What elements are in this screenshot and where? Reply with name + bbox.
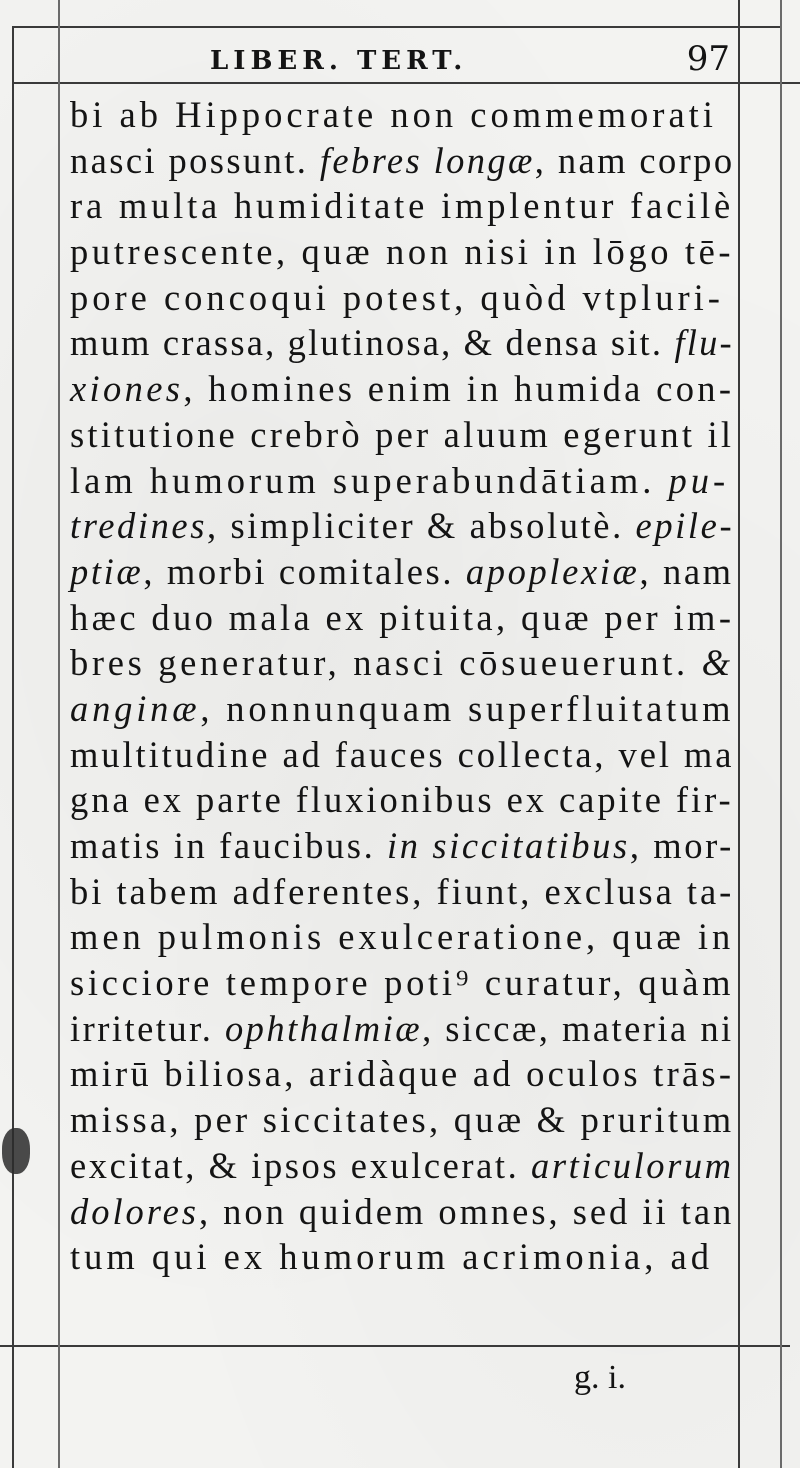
page-number: 97 xyxy=(686,39,730,79)
right-margin-rule xyxy=(738,0,740,1468)
text-segment: missa, per siccitates, quæ & pruritum xyxy=(70,1099,735,1141)
text-segment: , homines enim in humida con- xyxy=(183,368,735,410)
text-segment: pore concoqui potest, quòd vtpluri- xyxy=(70,276,724,318)
italic-term: anginæ xyxy=(70,687,201,729)
text-line xyxy=(70,595,734,641)
text-segment: nasci possunt. xyxy=(70,139,320,181)
text-line xyxy=(70,777,734,823)
text-line xyxy=(70,138,734,184)
italic-term: xiones xyxy=(70,368,184,410)
text-segment: ra multa humiditate implentur facilè xyxy=(70,185,735,227)
text-segment: , nam corpo xyxy=(534,139,735,181)
text-segment: mirū biliosa, aridàque ad oculos trās- xyxy=(70,1053,735,1095)
italic-term: apoplexiæ xyxy=(465,550,640,592)
italic-term: ptiæ xyxy=(70,550,144,592)
text-segment: multitudine ad fauces collecta, vel ma xyxy=(70,733,735,775)
italic-term: flu- xyxy=(674,322,734,364)
text-segment: irritetur. xyxy=(70,1007,225,1049)
text-segment: , simpliciter & absolutè. xyxy=(207,505,636,547)
text-line xyxy=(70,229,734,275)
text-line xyxy=(70,640,734,686)
italic-term: pu- xyxy=(668,459,730,501)
italic-term: in siccitatibus xyxy=(387,825,630,866)
text-segment: , nonnunquam superfluitatum xyxy=(200,687,735,729)
italic-term: febres longæ xyxy=(319,139,535,181)
text-line xyxy=(70,92,734,138)
text-line xyxy=(70,869,734,915)
text-line xyxy=(70,320,734,366)
text-line xyxy=(70,823,734,869)
text-line xyxy=(70,549,734,595)
signature-mark: g. i. xyxy=(574,1359,626,1396)
text-segment: tum qui ex humorum acrimonia, ad xyxy=(70,1236,713,1278)
text-segment: putrescente, quæ non nisi in lōgo tē- xyxy=(70,231,735,273)
text-segment: , nam xyxy=(639,550,734,592)
text-segment: men pulmonis exulceratione, quæ in xyxy=(70,916,735,958)
running-title: LIBER. TERT. xyxy=(210,46,468,76)
text-line xyxy=(70,686,734,732)
text-line xyxy=(70,503,734,549)
text-segment: mum crassa, glutinosa, & densa sit. xyxy=(70,322,675,364)
text-segment: lam humorum superabundātiam. xyxy=(70,459,669,501)
italic-term: ophthalmiæ xyxy=(224,1007,423,1049)
bottom-border-rule xyxy=(0,1345,790,1347)
text-segment: hæc duo mala ex pituita, quæ per im- xyxy=(70,596,735,638)
text-segment: bres generatur, nasci cōsueuerunt. xyxy=(70,642,702,684)
left-margin-rule xyxy=(12,26,14,1468)
text-line xyxy=(70,183,734,229)
text-segment: stitutione crebrò per aluum egerunt il xyxy=(70,413,735,455)
text-line xyxy=(70,914,734,960)
text-line xyxy=(70,732,734,778)
text-line xyxy=(70,1189,734,1235)
header-rule xyxy=(12,82,800,84)
text-segment: sicciore tempore poti⁹ curatur, quàm xyxy=(70,962,735,1004)
text-segment: gna ex parte fluxionibus ex capite fir- xyxy=(70,779,734,821)
text-segment: , morbi comitales. xyxy=(143,550,466,592)
text-line xyxy=(70,275,734,321)
italic-term: dolores xyxy=(70,1190,199,1232)
text-segment: matis in faucibus. xyxy=(70,825,388,866)
text-line xyxy=(70,1234,734,1280)
text-line xyxy=(70,458,734,504)
text-line xyxy=(70,1143,734,1189)
text-segment: , siccæ, materia ni xyxy=(422,1007,734,1049)
text-segment: , mor- xyxy=(629,825,734,866)
text-segment: bi ab Hippocrate non commemorati xyxy=(70,94,717,135)
right-outer-rule xyxy=(780,0,782,1468)
text-segment: bi tabem adferentes, fiunt, exclusa ta- xyxy=(70,870,735,912)
text-line xyxy=(70,366,734,412)
italic-term: epile- xyxy=(635,505,735,547)
text-line xyxy=(70,1006,734,1052)
text-line xyxy=(70,1097,734,1143)
top-border-rule xyxy=(12,26,782,28)
italic-term: articulorum xyxy=(531,1144,734,1186)
text-line xyxy=(70,1051,734,1097)
text-line xyxy=(70,960,734,1006)
italic-term: & xyxy=(701,642,734,684)
running-header xyxy=(210,40,738,82)
body-text xyxy=(70,92,734,1280)
italic-term: tredines xyxy=(70,505,208,547)
ink-blot xyxy=(2,1128,30,1174)
text-segment: , non quidem omnes, sed ii tan xyxy=(198,1190,735,1232)
text-line xyxy=(70,412,734,458)
text-segment: excitat, & ipsos exulcerat. xyxy=(70,1144,531,1186)
left-inner-rule xyxy=(58,0,60,1468)
